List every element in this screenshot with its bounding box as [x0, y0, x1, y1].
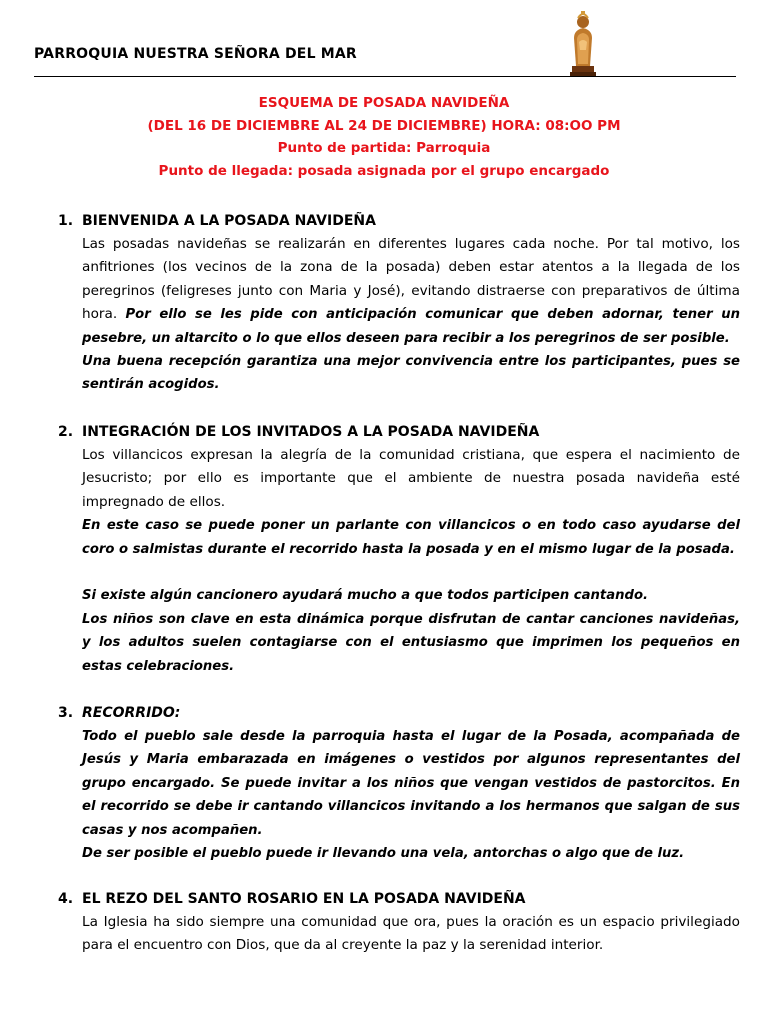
- section-welcome: [58, 210, 740, 397]
- section-rosary: [58, 888, 740, 958]
- paragraph-text: Las posadas navideñas se realizarán en diferentes lugares cada noche. Por tal motivo, los anfitriones (los vecinos de la zona de la posada) deben estar atentos a la llegada de los peregrinos (feligreses junto con Maria y José), evitando distraerse con preparativos de última hora.: [82, 236, 740, 323]
- paragraph: Una buena recepción garantiza una mejor convivencia entre los participantes, pues se sentirán acogidos.: [82, 354, 740, 393]
- section-title: EL REZO DEL SANTO ROSARIO EN LA POSADA NAVIDEÑA: [82, 891, 526, 907]
- virgin-statue-icon: [562, 8, 604, 76]
- section-title: RECORRIDO:: [82, 705, 181, 721]
- section-number: 3.: [58, 705, 74, 721]
- section-title: BIENVENIDA A LA POSADA NAVIDEÑA: [82, 213, 376, 229]
- paragraph: Los villancicos expresan la alegría de la comunidad cristiana, que espera el nacimiento de Jesucristo; por ello es importante que el ambiente de nuestra posada navideña esté impregnado de ellos.: [82, 447, 740, 510]
- section-heading: [58, 210, 740, 233]
- section-number: 4.: [58, 891, 74, 907]
- paragraph: En este caso se puede poner un parlante con villancicos o en todo caso ayudarse del coro o salmistas durante el recorrido hasta la posada y en el mismo lugar de la posada.: [82, 518, 740, 557]
- parish-header: [34, 46, 734, 62]
- section-number: 2.: [58, 424, 74, 440]
- document-title: [0, 92, 768, 182]
- section-title: INTEGRACIÓN DE LOS INVITADOS A LA POSADA NAVIDEÑA: [82, 424, 540, 440]
- paragraph-emphasis: Por ello se les pide con anticipación comunicar que deben adornar, tener un pesebre, un altarcito o lo que ellos deseen para recibir a los peregrinos de ser posible.: [82, 307, 740, 346]
- title-start-point: Punto de partida: Parroquia: [277, 140, 491, 156]
- paragraph: Si existe algún cancionero ayudará mucho a que todos participen cantando.: [82, 588, 649, 604]
- title-main: ESQUEMA DE POSADA NAVIDEÑA: [258, 95, 510, 111]
- section-number: 1.: [58, 213, 74, 229]
- title-end-point: Punto de llegada: posada asignada por el grupo encargado: [158, 162, 610, 179]
- paragraph: La Iglesia ha sido siempre una comunidad que ora, pues la oración es un espacio privilegiado para el encuentro con Dios, que da al creyente la paz y la serenidad interior.: [82, 914, 740, 954]
- paragraph: [82, 233, 740, 350]
- title-dates: (DEL 16 DE DICIEMBRE AL 24 DE DICIEMBRE) HORA: 08:OO PM: [147, 117, 621, 134]
- paragraph: Los niños son clave en esta dinámica porque disfrutan de cantar canciones navideñas, y los adultos suelen contagiarse con el entusiasmo que imprimen los pequeños en estas celebraciones.: [82, 611, 740, 674]
- paragraph: De ser posible el pueblo puede ir llevando una vela, antorchas o algo que de luz.: [82, 846, 685, 862]
- paragraph: Todo el pueblo sale desde la parroquia hasta el lugar de la Posada, acompañada de Jesús y Maria embarazada en imágenes o vestidos por algunos representantes del grupo encargado. Se puede invitar a los niños que vengan vestidos de pastorcitos. En el recorrido se debe ir cantando villancicos invitando a los hermanos que salgan de sus casas y nos acompañen.: [82, 729, 740, 838]
- section-integration: [58, 421, 740, 678]
- section-route: [58, 702, 740, 865]
- parish-name: PARROQUIA NUESTRA SEÑORA DEL MAR: [34, 46, 357, 62]
- section-heading: [58, 702, 740, 725]
- header-divider: [34, 76, 736, 77]
- section-heading: [58, 421, 740, 444]
- section-heading: [58, 888, 740, 911]
